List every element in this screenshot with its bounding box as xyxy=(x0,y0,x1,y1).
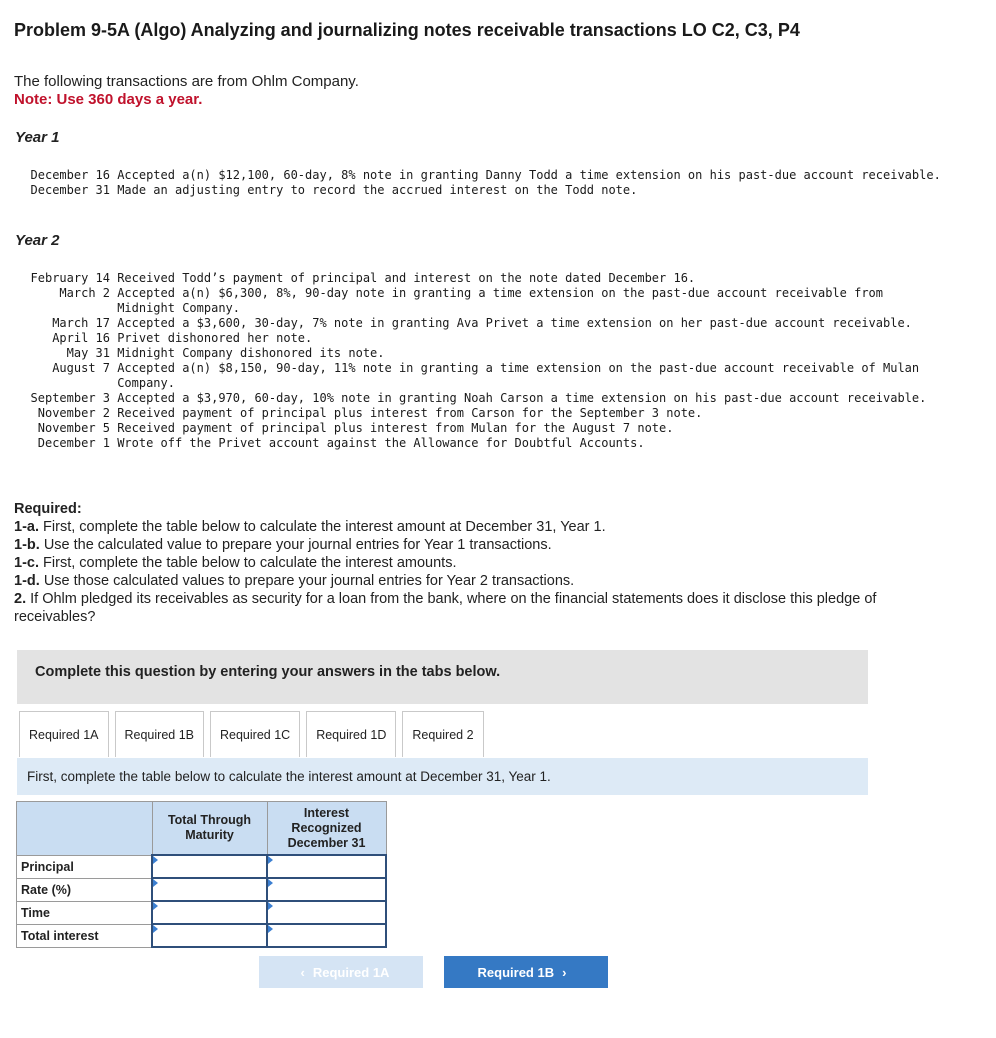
tab-required-1b[interactable]: Required 1B xyxy=(115,711,205,757)
transaction-desc: Accepted a(n) $8,150, 90-day, 11% note in granting a time extension on the past-due account receivable of Mulan Company. xyxy=(117,361,920,390)
rate-total-input[interactable] xyxy=(152,878,267,901)
transaction-row xyxy=(14,346,947,361)
transaction-desc: Made an adjusting entry to record the accrued interest on the Todd note. xyxy=(117,183,638,197)
rate-total-field[interactable] xyxy=(153,879,266,900)
instruction-text: First, complete the table below to calculate the interest amount at December 31, Year 1. xyxy=(27,769,551,784)
required-text: Use those calculated values to prepare your journal entries for Year 2 transactions. xyxy=(43,573,575,589)
year2-transactions xyxy=(14,271,947,451)
required-section xyxy=(14,500,954,626)
interest-table xyxy=(16,801,387,948)
transaction-row xyxy=(14,406,947,421)
transaction-date: August 7 xyxy=(52,361,110,375)
rate-dec31-input[interactable] xyxy=(267,878,386,901)
row-label: Principal xyxy=(17,855,153,878)
transaction-date: September 3 xyxy=(30,391,110,405)
transaction-desc: Privet dishonored her note. xyxy=(117,331,313,345)
transaction-row xyxy=(14,168,947,183)
tab-required-1c[interactable]: Required 1C xyxy=(210,711,300,757)
year1-label: Year 1 xyxy=(15,129,60,146)
year1-transactions xyxy=(14,168,947,198)
tab-instruction xyxy=(17,758,868,795)
transaction-desc: Received Todd’s payment of principal and interest on the note dated December 16. xyxy=(117,271,696,285)
chevron-left-icon: ‹ xyxy=(300,964,305,980)
principal-total-field[interactable] xyxy=(153,856,266,877)
transaction-row xyxy=(14,286,947,316)
table-row xyxy=(17,878,387,901)
transaction-desc: Accepted a $3,970, 60-day, 10% note in granting Noah Carson a time extension on his past-due account receivable. xyxy=(117,391,927,405)
banner-text: Complete this question by entering your answers in the tabs below. xyxy=(35,664,501,680)
row-label: Total interest xyxy=(17,924,153,947)
total-interest-dec31-field[interactable] xyxy=(268,925,385,946)
header-interest-recognized: Interest Recognized December 31 xyxy=(267,802,386,856)
required-item xyxy=(14,572,954,590)
transaction-desc: Accepted a(n) $6,300, 8%, 90-day note in granting a time extension on the past-due account receivable from Midnight Company. xyxy=(117,286,883,315)
table-row xyxy=(17,901,387,924)
transaction-date: November 5 xyxy=(37,421,110,435)
transaction-date: February 14 xyxy=(30,271,110,285)
transaction-row xyxy=(14,391,947,406)
tab-required-1d[interactable]: Required 1D xyxy=(306,711,396,757)
transaction-desc: Wrote off the Privet account against the Allowance for Doubtful Accounts. xyxy=(117,436,645,450)
transaction-row xyxy=(14,331,947,346)
transaction-date: December 1 xyxy=(37,436,110,450)
table-row xyxy=(17,855,387,878)
required-text: If Ohlm pledged its receivables as security for a loan from the bank, where on the financial statements does it disclose this pledge of receivables? xyxy=(14,591,877,625)
required-tag: 1-b. xyxy=(14,537,40,553)
principal-total-input[interactable] xyxy=(152,855,267,878)
transaction-desc: Accepted a(n) $12,100, 60-day, 8% note in granting Danny Todd a time extension on his past-due account receivable. xyxy=(117,168,941,182)
page-title: Problem 9-5A (Algo) Analyzing and journalizing notes receivable transactions LO C2, C3, P4 xyxy=(14,20,800,40)
prev-button[interactable] xyxy=(259,956,423,988)
required-item xyxy=(14,518,954,536)
transaction-desc: Midnight Company dishonored its note. xyxy=(117,346,385,360)
required-text: First, complete the table below to calculate the interest amount at December 31, Year 1. xyxy=(43,519,606,535)
required-tag: 2. xyxy=(14,591,27,607)
table-header-row xyxy=(17,802,387,856)
rate-dec31-field[interactable] xyxy=(268,879,385,900)
row-label: Rate (%) xyxy=(17,878,153,901)
next-button-label: Required 1B xyxy=(477,964,555,980)
required-item xyxy=(14,590,954,626)
transaction-row xyxy=(14,421,947,436)
required-heading: Required: xyxy=(14,501,82,517)
time-total-field[interactable] xyxy=(153,902,266,923)
instructions-banner xyxy=(17,650,868,704)
time-total-input[interactable] xyxy=(152,901,267,924)
transaction-row xyxy=(14,316,947,331)
table-row xyxy=(17,924,387,947)
time-dec31-field[interactable] xyxy=(268,902,385,923)
prev-button-label: Required 1A xyxy=(312,964,390,980)
header-total-through-maturity: Total Through Maturity xyxy=(152,802,267,856)
transaction-desc: Received payment of principal plus interest from Carson for the September 3 note. xyxy=(117,406,703,420)
intro xyxy=(14,73,359,109)
total-interest-total-input[interactable] xyxy=(152,924,267,947)
principal-dec31-field[interactable] xyxy=(268,856,385,877)
transaction-date: November 2 xyxy=(37,406,110,420)
transaction-row xyxy=(14,361,947,391)
transaction-date: May 31 xyxy=(66,346,110,360)
transaction-row xyxy=(14,183,947,198)
intro-text: The following transactions are from Ohlm Company. xyxy=(14,73,359,90)
time-dec31-input[interactable] xyxy=(267,901,386,924)
tab-bar xyxy=(19,711,490,757)
transaction-date: March 2 xyxy=(59,286,110,300)
transaction-date: March 17 xyxy=(52,316,110,330)
required-item xyxy=(14,536,954,554)
required-text: Use the calculated value to prepare your journal entries for Year 1 transactions. xyxy=(43,537,552,553)
required-item xyxy=(14,554,954,572)
header-blank-cell xyxy=(17,802,153,856)
total-interest-dec31-input[interactable] xyxy=(267,924,386,947)
transaction-date: April 16 xyxy=(52,331,110,345)
transaction-desc: Received payment of principal plus interest from Mulan for the August 7 note. xyxy=(117,421,674,435)
required-text: First, complete the table below to calculate the interest amounts. xyxy=(43,555,457,571)
chevron-right-icon: › xyxy=(562,964,567,980)
required-tag: 1-d. xyxy=(14,573,40,589)
required-tag: 1-c. xyxy=(14,555,39,571)
transaction-desc: Accepted a $3,600, 30-day, 7% note in granting Ava Privet a time extension on her past-due account receivable. xyxy=(117,316,912,330)
year2-label: Year 2 xyxy=(15,232,60,249)
tab-required-2[interactable]: Required 2 xyxy=(402,711,483,757)
tab-required-1a[interactable]: Required 1A xyxy=(19,711,109,757)
note-text: Note: Use 360 days a year. xyxy=(14,91,203,108)
next-button[interactable] xyxy=(444,956,608,988)
row-label: Time xyxy=(17,901,153,924)
required-tag: 1-a. xyxy=(14,519,39,535)
transaction-date: December 16 xyxy=(30,168,110,182)
total-interest-total-field[interactable] xyxy=(153,925,266,946)
transaction-row xyxy=(14,271,947,286)
transaction-row xyxy=(14,436,947,451)
principal-dec31-input[interactable] xyxy=(267,855,386,878)
transaction-date: December 31 xyxy=(30,183,110,197)
